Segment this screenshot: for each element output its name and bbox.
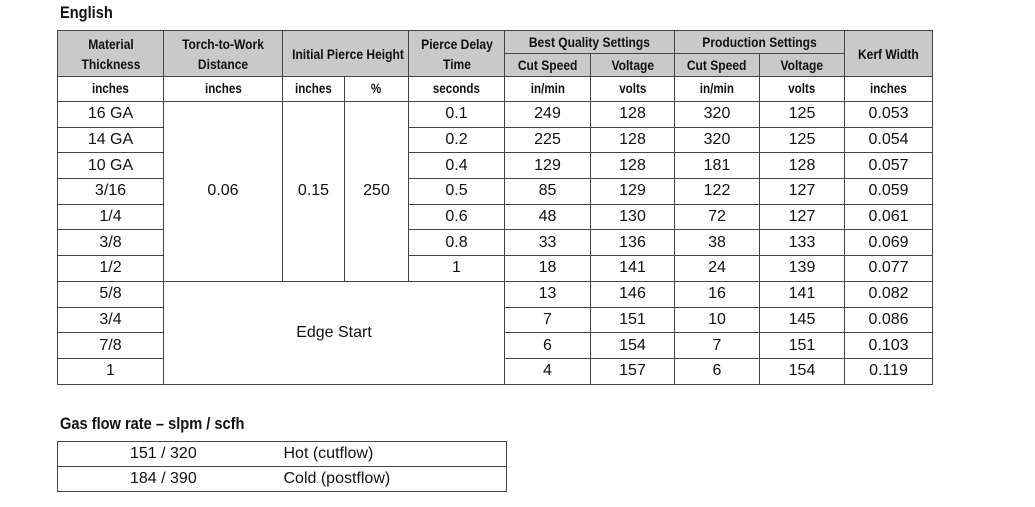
cell-bq-speed: 13: [505, 281, 591, 307]
cell-delay: 0.8: [409, 230, 505, 256]
unit-bq-speed: in/min: [505, 77, 591, 102]
cell-bq-voltage: 128: [591, 102, 675, 128]
cell-bq-speed: 249: [505, 102, 591, 128]
cell-bq-speed: 6: [505, 333, 591, 359]
cell-bq-speed: 129: [505, 153, 591, 179]
cell-prod-voltage: 127: [760, 179, 845, 205]
cell-prod-voltage: 151: [760, 333, 845, 359]
cell-edge-start: Edge Start: [164, 281, 505, 384]
cell-kerf: 0.077: [845, 256, 933, 282]
unit-thickness: inches: [58, 77, 164, 102]
cell-bq-speed: 85: [505, 179, 591, 205]
header-material-thickness: Material Thickness: [58, 31, 164, 77]
cell-kerf: 0.061: [845, 204, 933, 230]
cell-kerf: 0.082: [845, 281, 933, 307]
cell-bq-voltage: 141: [591, 256, 675, 282]
cell-prod-voltage: 145: [760, 307, 845, 333]
cell-delay: 0.5: [409, 179, 505, 205]
cell-thickness: 10 GA: [58, 153, 164, 179]
cell-torch-to-work-value: 0.06: [164, 102, 283, 282]
cell-kerf: 0.053: [845, 102, 933, 128]
cell-prod-speed: 10: [675, 307, 760, 333]
cell-delay: 1: [409, 256, 505, 282]
cell-thickness: 16 GA: [58, 102, 164, 128]
header-initial-pierce-height: Initial Pierce Height: [283, 31, 409, 77]
gas-flow-table: [57, 441, 507, 492]
cell-bq-speed: 4: [505, 358, 591, 384]
cell-bq-speed: 7: [505, 307, 591, 333]
cell-kerf: 0.086: [845, 307, 933, 333]
cell-prod-speed: 16: [675, 281, 760, 307]
cell-thickness: 1: [58, 358, 164, 384]
header-torch-to-work-distance: Torch-to-Work Distance: [164, 31, 283, 77]
gas-flow-label: Cold (postflow): [284, 467, 507, 492]
cell-thickness: 1/4: [58, 204, 164, 230]
cell-prod-speed: 38: [675, 230, 760, 256]
unit-prod-speed: in/min: [675, 77, 760, 102]
cell-bq-voltage: 151: [591, 307, 675, 333]
cell-bq-voltage: 128: [591, 153, 675, 179]
gas-flow-value: 184 / 390: [58, 467, 284, 492]
unit-prod-voltage: volts: [760, 77, 845, 102]
cut-chart-table: [57, 30, 933, 385]
cell-bq-voltage: 130: [591, 204, 675, 230]
cell-bq-speed: 225: [505, 127, 591, 153]
cell-thickness: 5/8: [58, 281, 164, 307]
cell-delay: 0.2: [409, 127, 505, 153]
header-best-quality-settings: Best Quality Settings: [505, 31, 675, 54]
cell-kerf: 0.119: [845, 358, 933, 384]
cell-thickness: 1/2: [58, 256, 164, 282]
header-kerf-width: Kerf Width: [845, 31, 933, 77]
gas-flow-row: [58, 467, 507, 492]
cell-kerf: 0.057: [845, 153, 933, 179]
cell-bq-voltage: 136: [591, 230, 675, 256]
cell-prod-voltage: 127: [760, 204, 845, 230]
cell-delay: 0.1: [409, 102, 505, 128]
header-production-settings: Production Settings: [675, 31, 845, 54]
cell-thickness: 7/8: [58, 333, 164, 359]
gas-flow-label: Hot (cutflow): [284, 442, 507, 467]
cell-bq-voltage: 128: [591, 127, 675, 153]
cell-delay: 0.4: [409, 153, 505, 179]
cell-bq-voltage: 146: [591, 281, 675, 307]
unit-delay: seconds: [409, 77, 505, 102]
cell-prod-voltage: 128: [760, 153, 845, 179]
cell-prod-speed: 320: [675, 102, 760, 128]
gas-flow-row: [58, 442, 507, 467]
cell-bq-speed: 33: [505, 230, 591, 256]
header-bq-voltage: Voltage: [591, 54, 675, 77]
cell-kerf: 0.103: [845, 333, 933, 359]
cell-kerf: 0.054: [845, 127, 933, 153]
cell-prod-voltage: 125: [760, 127, 845, 153]
cell-prod-speed: 72: [675, 204, 760, 230]
units-row: [58, 77, 933, 102]
cell-prod-voltage: 154: [760, 358, 845, 384]
cell-bq-voltage: 129: [591, 179, 675, 205]
cell-kerf: 0.059: [845, 179, 933, 205]
unit-pierce-height-pct: %: [345, 77, 409, 102]
cell-prod-voltage: 125: [760, 102, 845, 128]
cell-thickness: 3/16: [58, 179, 164, 205]
header-bq-cut-speed: Cut Speed: [505, 54, 591, 77]
cell-prod-speed: 320: [675, 127, 760, 153]
header-prod-cut-speed: Cut Speed: [675, 54, 760, 77]
table-row: [58, 281, 933, 307]
cell-delay: 0.6: [409, 204, 505, 230]
unit-torch: inches: [164, 77, 283, 102]
table-row: [58, 102, 933, 128]
cell-thickness: 3/4: [58, 307, 164, 333]
cell-prod-voltage: 133: [760, 230, 845, 256]
cell-prod-speed: 122: [675, 179, 760, 205]
english-section-title: English: [60, 3, 113, 22]
cell-bq-voltage: 157: [591, 358, 675, 384]
cell-pierce-height-pct-value: 250: [345, 102, 409, 282]
unit-bq-voltage: volts: [591, 77, 675, 102]
unit-pierce-height-inches: inches: [283, 77, 345, 102]
header-row-top: [58, 31, 933, 54]
gas-flow-section-title: Gas flow rate – slpm / scfh: [60, 414, 245, 433]
header-pierce-delay-time: Pierce Delay Time: [409, 31, 505, 77]
cell-bq-speed: 48: [505, 204, 591, 230]
cell-prod-speed: 6: [675, 358, 760, 384]
header-prod-voltage: Voltage: [760, 54, 845, 77]
gas-flow-value: 151 / 320: [58, 442, 284, 467]
unit-kerf: inches: [845, 77, 933, 102]
cell-kerf: 0.069: [845, 230, 933, 256]
cell-pierce-height-inches-value: 0.15: [283, 102, 345, 282]
cell-thickness: 3/8: [58, 230, 164, 256]
cell-prod-speed: 181: [675, 153, 760, 179]
cell-prod-voltage: 139: [760, 256, 845, 282]
cell-prod-speed: 7: [675, 333, 760, 359]
cell-prod-speed: 24: [675, 256, 760, 282]
cell-bq-voltage: 154: [591, 333, 675, 359]
cell-bq-speed: 18: [505, 256, 591, 282]
cell-thickness: 14 GA: [58, 127, 164, 153]
cell-prod-voltage: 141: [760, 281, 845, 307]
